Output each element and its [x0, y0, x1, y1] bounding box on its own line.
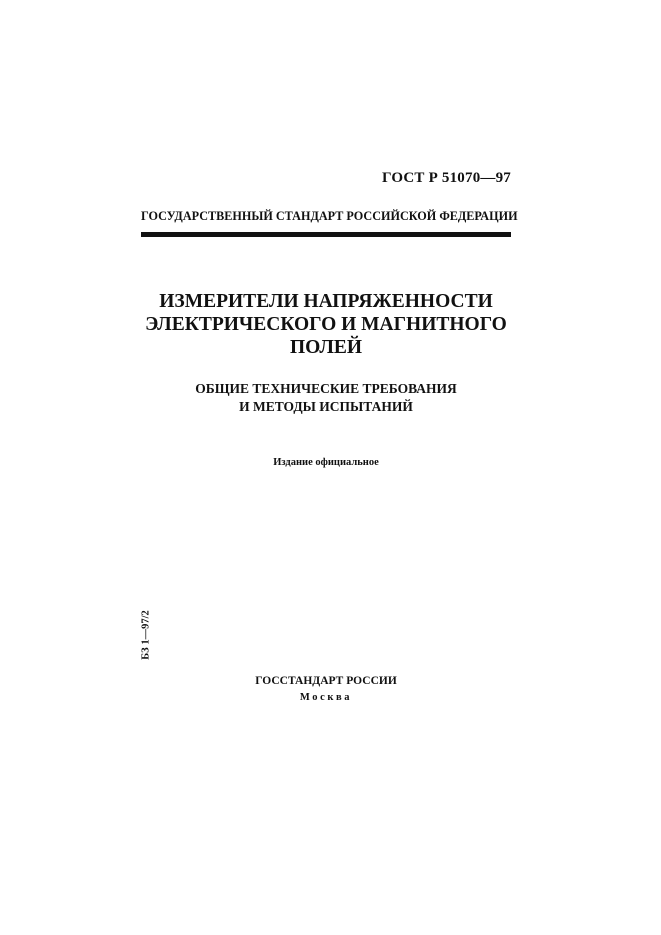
publisher-name: ГОССТАНДАРТ РОССИИ: [255, 675, 397, 687]
heading-divider-rule: [141, 232, 511, 237]
document-title: [120, 290, 532, 359]
title-line: ЭЛЕКТРИЧЕСКОГО И МАГНИТНОГО: [145, 314, 507, 335]
state-standard-heading: ГОСУДАРСТВЕННЫЙ СТАНДАРТ РОССИЙСКОЙ ФЕДЕРАЦИИ: [141, 209, 518, 223]
subtitle-line: И МЕТОДЫ ИСПЫТАНИЙ: [239, 399, 413, 414]
subtitle-line: ОБЩИЕ ТЕХНИЧЕСКИЕ ТРЕБОВАНИЯ: [195, 381, 457, 396]
publisher-city: Москва: [299, 692, 353, 703]
edition-label: Издание официальное: [273, 457, 379, 468]
title-line: ПОЛЕЙ: [289, 337, 363, 358]
side-catalog-code: [132, 605, 160, 665]
document-subtitle: [120, 380, 532, 416]
side-catalog-code-text: БЗ 1—97/2: [140, 610, 152, 660]
standard-number: ГОСТ Р 51070—97: [381, 170, 511, 186]
title-line: ИЗМЕРИТЕЛИ НАПРЯЖЕННОСТИ: [159, 291, 493, 312]
